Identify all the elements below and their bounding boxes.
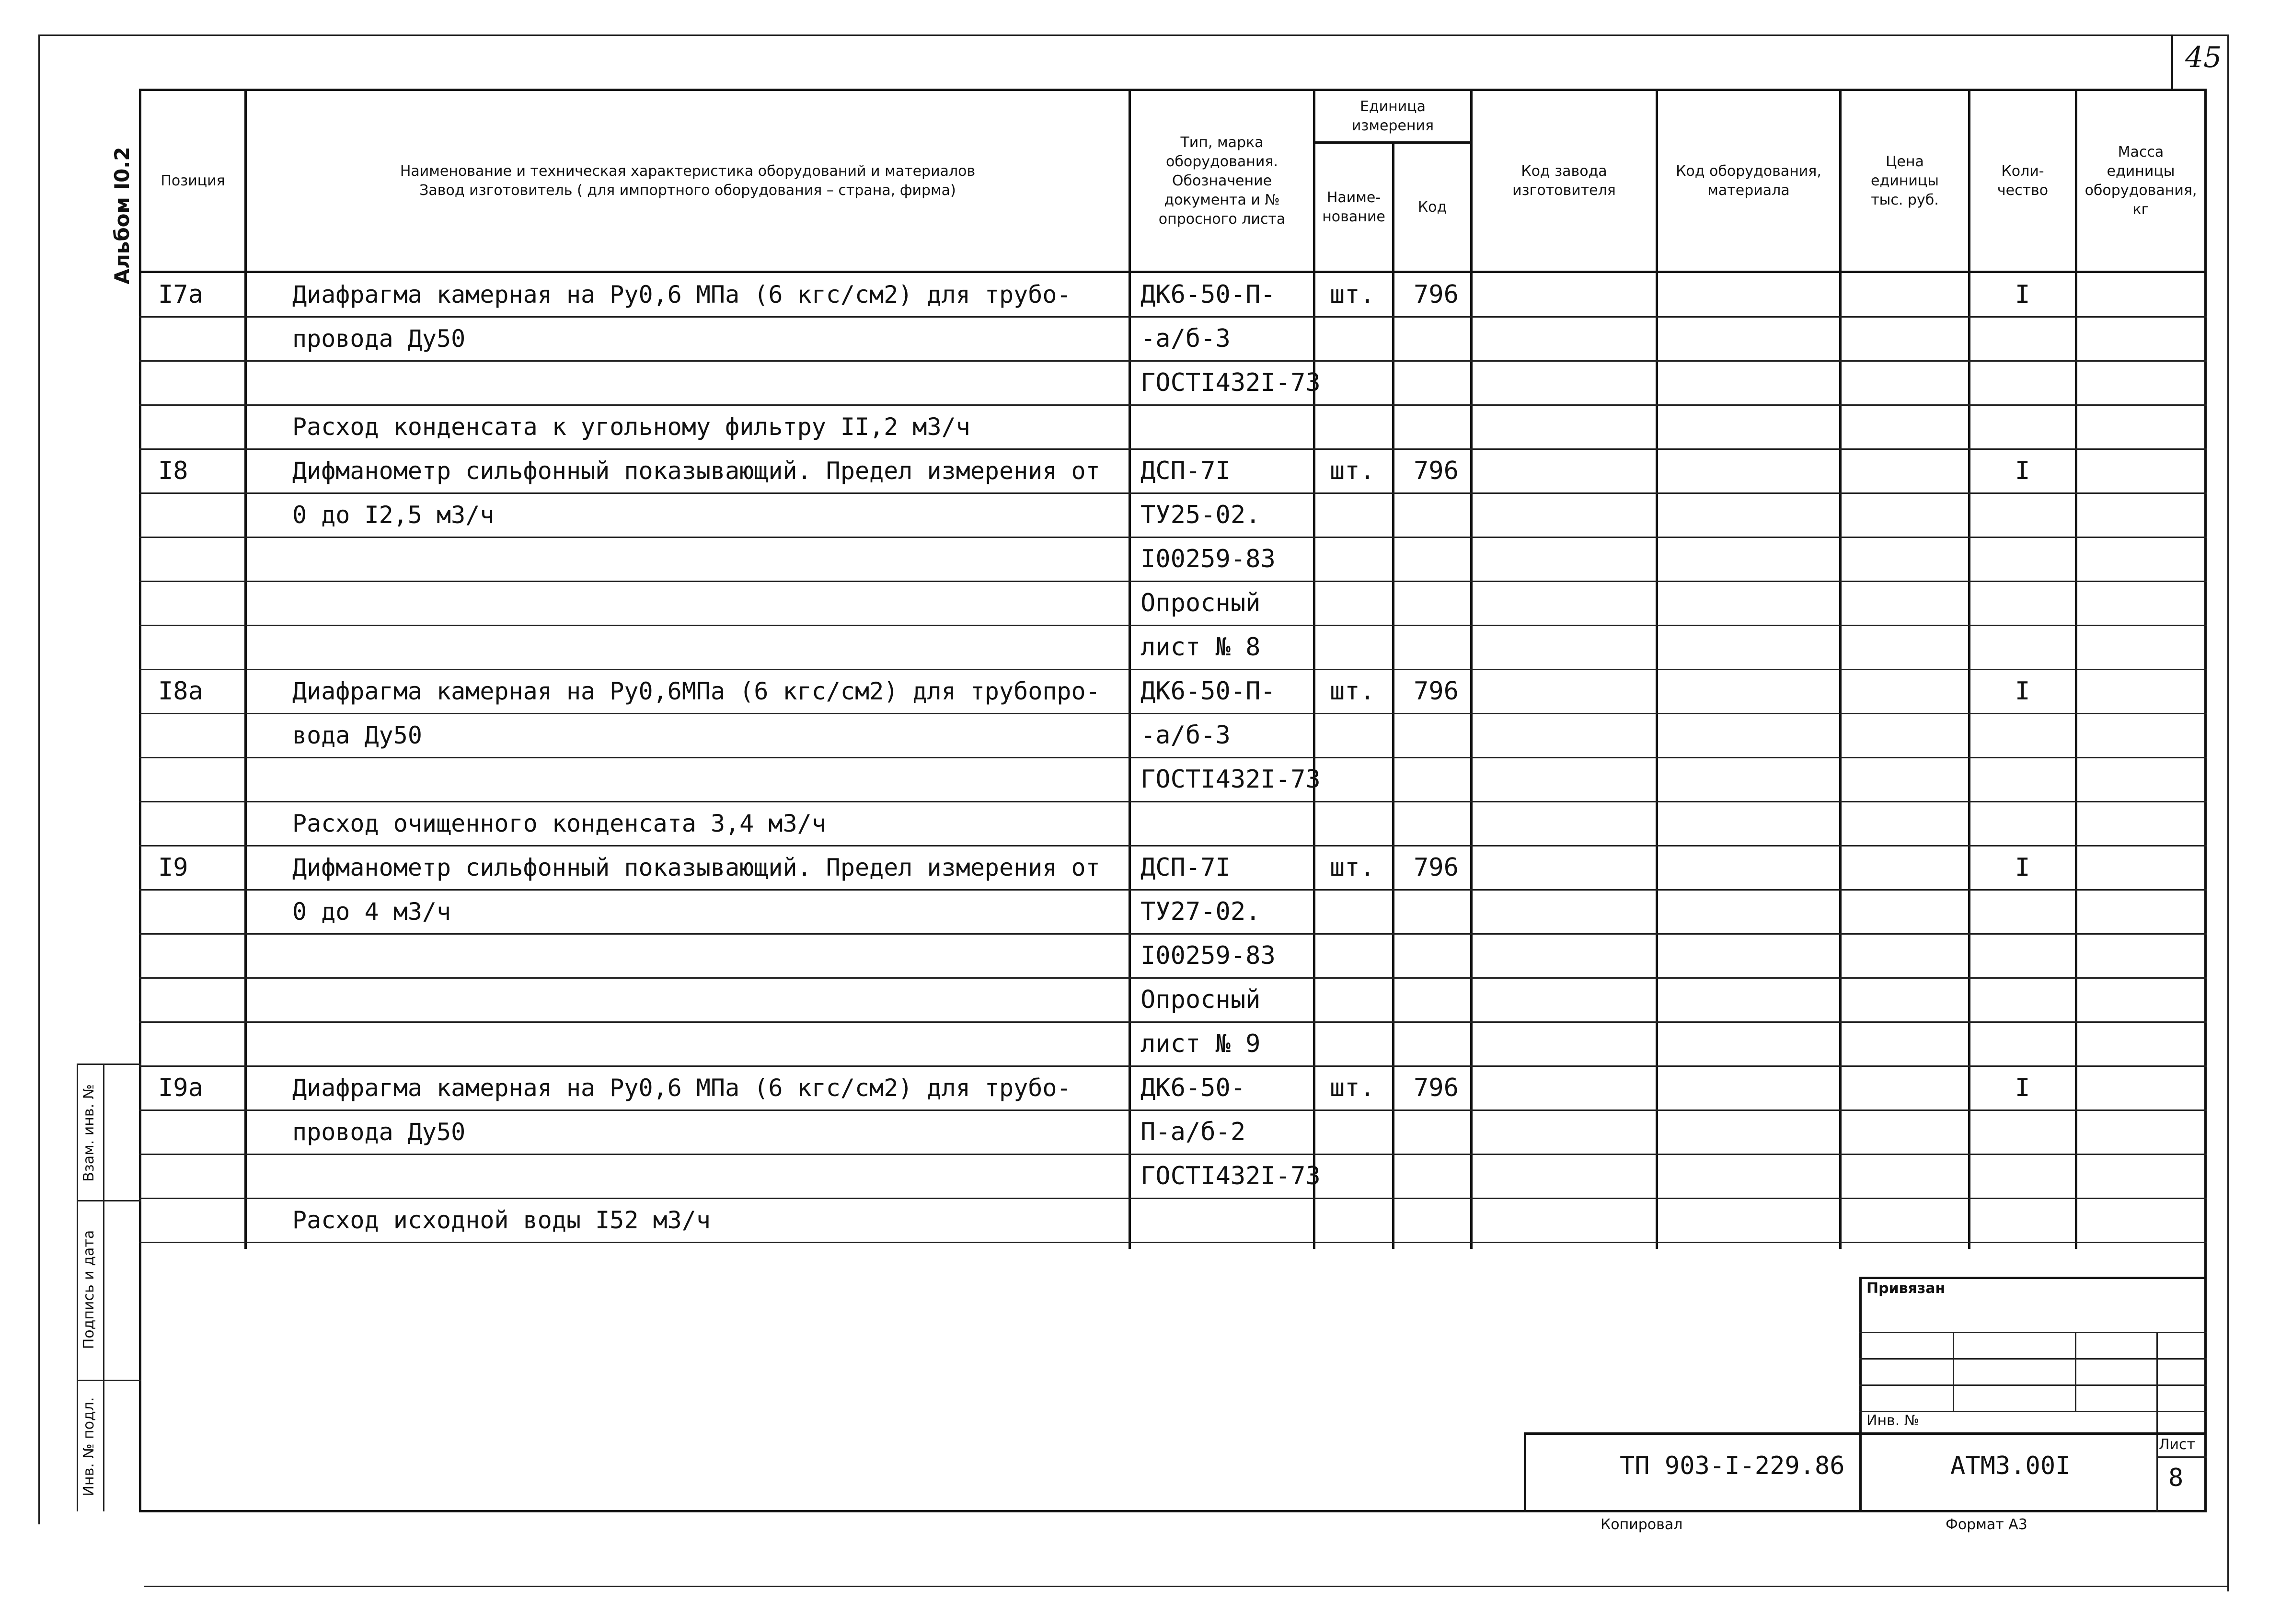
row-name: 0 до 4 м3/ч [292, 898, 451, 926]
tb-inv-label: Инв. № [1866, 1412, 1920, 1429]
row-separator [139, 492, 2207, 494]
row-separator [139, 1021, 2207, 1023]
row-position: I9а [158, 1074, 203, 1102]
row-type: лист № 8 [1140, 633, 1261, 662]
row-separator [139, 625, 2207, 626]
row-name: Дифманометр сильфонный показывающий. Предел измерения от [292, 457, 1100, 485]
row-separator [139, 581, 2207, 582]
footer-format: Формат А3 [1946, 1516, 2027, 1533]
row-quantity: I [2015, 853, 2030, 882]
row-type: I00259-83 [1140, 941, 1276, 970]
row-unit: шт. [1330, 457, 1375, 485]
header-bottom-line [139, 271, 2207, 273]
row-separator [139, 801, 2207, 802]
row-separator [139, 845, 2207, 846]
header-factory-code: Код завода изготовителя [1512, 162, 1616, 199]
header-equipment-code: Код оборудования, материала [1676, 162, 1821, 199]
frame-left-line [139, 89, 141, 1512]
row-type: I00259-83 [1140, 545, 1276, 573]
tb-sheet-label: Лист [2159, 1436, 2196, 1453]
row-position: I7а [158, 280, 203, 309]
row-separator [139, 448, 2207, 450]
row-name: вода Ду50 [292, 721, 422, 749]
tb-linked-label: Привязан [1866, 1280, 1946, 1297]
row-separator [139, 1065, 2207, 1067]
tb-grid-h1 [1859, 1332, 2207, 1333]
row-separator [139, 1242, 2207, 1243]
row-position: I9 [158, 853, 188, 882]
row-separator [139, 669, 2207, 670]
row-separator [139, 713, 2207, 714]
page-top-edge [38, 34, 2228, 36]
frame-right-line [2204, 89, 2207, 1512]
row-separator [139, 889, 2207, 891]
header-unit-code: Код [1417, 198, 1447, 216]
tb-left-line [1859, 1277, 1862, 1511]
stamp-signature-date: Подпись и дата [81, 1230, 97, 1350]
header-unit-group: Единица измерения [1351, 98, 1434, 134]
row-type: ГОСТI432I-73 [1140, 1162, 1321, 1190]
page-bottom-edge [144, 1586, 2228, 1587]
row-type: ГОСТI432I-73 [1140, 765, 1321, 794]
header-name: Наименование и техническая характеристика оборудований и материалов Завод изготовитель ( для импортного оборудования – страна, фирма) [400, 162, 976, 199]
tb-top-line [1859, 1277, 2207, 1279]
row-type: -а/б-3 [1140, 324, 1231, 353]
header-unit-name: Наиме- нование [1322, 189, 1385, 225]
row-type: П-а/б-2 [1140, 1118, 1246, 1146]
row-separator [139, 1109, 2207, 1111]
row-type: ГОСТI432I-73 [1140, 368, 1321, 397]
row-type: ДК6-50-П- [1140, 677, 1276, 706]
row-separator [139, 360, 2207, 362]
stamp-mid-line [103, 1064, 104, 1511]
tb-grid-v3 [2156, 1332, 2158, 1511]
row-unit: шт. [1330, 280, 1375, 309]
row-name: Расход очищенного конденсата 3,4 м3/ч [292, 810, 826, 837]
row-type: ТУ27-02. [1140, 897, 1261, 926]
tb-grid-v2 [2075, 1332, 2076, 1411]
row-name: Расход конденсата к угольному фильтру II,2 м3/ч [292, 413, 970, 441]
row-unit-code: 796 [1414, 1074, 1459, 1102]
tb-grid-h2 [1859, 1358, 2207, 1360]
row-unit-code: 796 [1414, 853, 1459, 882]
stamp-inv-original: Инв. № подл. [81, 1397, 97, 1497]
stamp-left-line [77, 1064, 78, 1511]
tb-main-top [1524, 1432, 2207, 1435]
row-name: Диафрагма камерная на Ру0,6 МПа (6 кгс/см2) для трубо- [292, 1074, 1071, 1102]
footer-copied: Копировал [1601, 1516, 1683, 1533]
header-price: Цена единицы тыс. руб. [1871, 153, 1939, 208]
row-unit: шт. [1330, 677, 1375, 706]
header-mass: Масса единицы оборудования, кг [2085, 143, 2197, 218]
tb-doc-number: ТП 903-I-229.86 [1620, 1452, 1845, 1480]
row-unit-code: 796 [1414, 280, 1459, 309]
tb-grid-h3 [1859, 1384, 2207, 1386]
col-line-unit-name [1392, 141, 1394, 1249]
header-type: Тип, марка оборудования. Обозначение документа и № опросного листа [1158, 134, 1286, 228]
row-separator [139, 757, 2207, 758]
row-separator [139, 316, 2207, 318]
row-name: провода Ду50 [292, 1118, 466, 1146]
page-right-edge [2227, 34, 2229, 1591]
row-unit: шт. [1330, 853, 1375, 882]
row-type: ДК6-50-П- [1140, 280, 1276, 309]
row-separator [139, 404, 2207, 406]
row-separator [139, 933, 2207, 935]
header-quantity: Коли- чество [1997, 162, 2049, 199]
row-type: ДК6-50- [1140, 1074, 1246, 1102]
row-name: Диафрагма камерная на Ру0,6МПа (6 кгс/см2) для трубопро- [292, 677, 1100, 705]
tb-grid-v1 [1953, 1332, 1954, 1411]
row-position: I8а [158, 677, 203, 706]
row-unit-code: 796 [1414, 457, 1459, 485]
row-type: ДСП-7I [1140, 853, 1231, 882]
row-name: провода Ду50 [292, 325, 466, 353]
row-name: Дифманометр сильфонный показывающий. Предел измерения от [292, 854, 1100, 881]
row-quantity: I [2015, 457, 2030, 485]
tb-doc-code: АТМ3.00I [1950, 1452, 2071, 1480]
stamp-replaced-inv: Взам. инв. № [81, 1084, 97, 1182]
row-separator [139, 1154, 2207, 1155]
row-type: Опросный [1140, 589, 1261, 618]
row-unit: шт. [1330, 1074, 1375, 1102]
row-name: 0 до I2,5 м3/ч [292, 501, 495, 529]
tb-sheet-divider [2156, 1456, 2207, 1458]
row-name: Расход исходной воды I52 м3/ч [292, 1206, 711, 1234]
tb-sheet-value: 8 [2168, 1464, 2184, 1492]
row-position: I8 [158, 457, 188, 485]
row-unit-code: 796 [1414, 677, 1459, 706]
frame-bottom-line [139, 1510, 2207, 1512]
album-label: Альбом I0.2 [110, 147, 134, 285]
header-position: Позиция [161, 172, 225, 189]
sheet-number-box-left [2171, 34, 2173, 90]
row-type: Опросный [1140, 985, 1261, 1014]
sheet-number-top: 45 [2185, 41, 2222, 74]
row-name: Диафрагма камерная на Ру0,6 МПа (6 кгс/см2) для трубо- [292, 281, 1071, 309]
row-separator [139, 977, 2207, 979]
row-type: ДСП-7I [1140, 457, 1231, 485]
tb-main-left [1524, 1432, 1526, 1511]
row-separator [139, 1198, 2207, 1199]
row-quantity: I [2015, 677, 2030, 706]
page-left-edge [38, 34, 40, 1524]
row-type: ТУ25-02. [1140, 501, 1261, 529]
row-type: лист № 9 [1140, 1029, 1261, 1058]
row-quantity: I [2015, 280, 2030, 309]
row-type: -а/б-3 [1140, 721, 1231, 750]
row-separator [139, 537, 2207, 538]
row-quantity: I [2015, 1074, 2030, 1102]
